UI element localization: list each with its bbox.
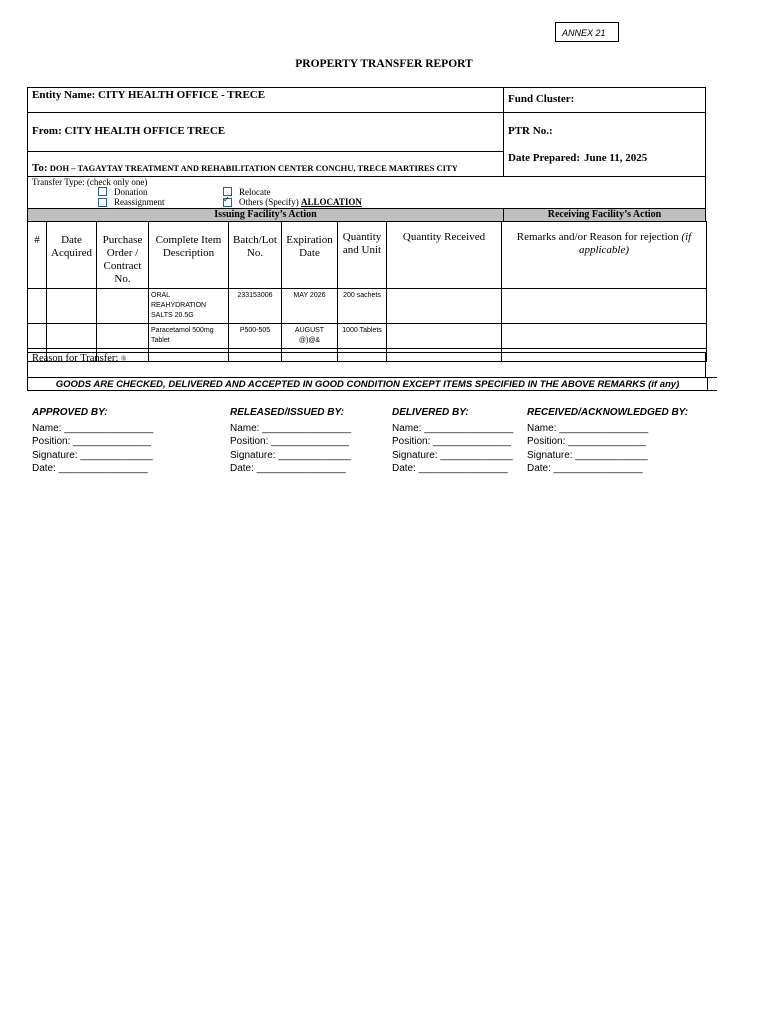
goods-note (27, 377, 717, 391)
approved-name-field[interactable]: Name: ________________ (32, 422, 154, 434)
from-value: CITY HEALTH OFFICE TRECE (64, 125, 226, 137)
row-qty: 1000 Tablets (338, 324, 387, 349)
row-qty: 200 sachets (338, 289, 387, 324)
col-qty-received: Quantity Received (387, 222, 502, 289)
items-table (27, 221, 707, 362)
transfer-option-group-2 (223, 187, 362, 208)
others-value: ALLOCATION (300, 197, 362, 208)
reason-cell (27, 352, 706, 378)
delivered-date-field[interactable]: Date: ________________ (392, 463, 508, 474)
row-qty-received (387, 289, 502, 324)
col-date-acquired: Date Acquired (47, 222, 97, 289)
reassignment-label: Reassignment (114, 197, 165, 208)
released-date-field[interactable]: Date: ________________ (230, 463, 346, 474)
donation-label: Donation (114, 187, 148, 197)
relocate-label: Relocate (239, 187, 271, 197)
option-donation[interactable] (98, 187, 165, 197)
entity-label: Entity Name: (32, 89, 96, 101)
row-desc: ORAL REAHYDRATION SALTS 20.5G (149, 289, 229, 324)
row-num (28, 324, 47, 349)
transfer-option-group-1 (98, 187, 165, 208)
date-prepared-label: Date Prepared: (508, 152, 580, 164)
col-description: Complete Item Description (149, 222, 229, 289)
row-remarks (502, 324, 707, 349)
col-num: # (28, 222, 47, 289)
row-qty-received (387, 324, 502, 349)
col-expiry: Expiration Date (282, 222, 338, 289)
fund-cluster-cell (503, 87, 706, 113)
receiving-section-header (503, 208, 706, 222)
to-cell (27, 151, 504, 177)
received-position-field[interactable]: Position: ______________ (527, 436, 646, 447)
from-cell (27, 112, 504, 152)
approved-by-block (32, 406, 153, 476)
released-by-block (230, 406, 351, 476)
reassignment-checkbox[interactable] (98, 198, 107, 207)
remarks-label: Remarks and/or Reason for rejection (516, 231, 679, 243)
ptr-no-label: PTR No.: (508, 125, 553, 137)
approved-by-heading: APPROVED BY: (32, 407, 108, 418)
row-batch: 233153006 (229, 289, 282, 324)
released-position-field[interactable]: Position: ______________ (230, 436, 349, 447)
row-remarks (502, 289, 707, 324)
row-num (28, 289, 47, 324)
received-by-block (527, 406, 688, 476)
received-signature-field[interactable]: Signature: _____________ (527, 449, 648, 461)
row-desc: Paracetamol 500mg Tablet (149, 324, 229, 349)
reason-label: Reason for Transfer: (32, 353, 119, 364)
released-signature-field[interactable]: Signature: _____________ (230, 449, 351, 461)
fund-cluster-label: Fund Cluster: (508, 93, 575, 105)
row-date (47, 324, 97, 349)
delivered-by-block (392, 406, 513, 476)
col-qty-unit: Quantity and Unit (338, 222, 387, 289)
table-row (28, 324, 707, 349)
issuing-section-label: Issuing Facility’s Action (214, 209, 317, 220)
row-expiry: MAY 2026 (282, 289, 338, 324)
col-remarks (502, 222, 707, 289)
approved-position-field[interactable]: Position: ______________ (32, 436, 151, 447)
row-expiry: AUGUST @)@& (282, 324, 338, 349)
date-prepared-value: June 11, 2025 (584, 152, 648, 164)
receiving-section-label: Receiving Facility’s Action (547, 209, 662, 220)
others-label: Others (Specify) (239, 197, 299, 208)
entity-cell (27, 87, 504, 113)
table-row (28, 289, 707, 324)
issuing-section-header (27, 208, 504, 222)
remarks-note: (if applicable) (578, 231, 692, 256)
row-po (97, 324, 149, 349)
row-date (47, 289, 97, 324)
released-by-heading: RELEASED/ISSUED BY: (230, 407, 344, 418)
received-by-heading: RECEIVED/ACKNOWLEDGED BY: (527, 407, 689, 418)
row-batch: P500-505 (229, 324, 282, 349)
entity-value: CITY HEALTH OFFICE - TRECE (98, 89, 266, 101)
delivered-name-field[interactable]: Name: ________________ (392, 422, 514, 434)
delivered-position-field[interactable]: Position: ______________ (392, 436, 511, 447)
ptr-cell (503, 112, 706, 177)
row-po (97, 289, 149, 324)
col-batch: Batch/Lot No. (229, 222, 282, 289)
reason-value: ® (120, 355, 127, 363)
to-value: DOH – TAGAYTAY TREATMENT AND REHABILITATION CENTER CONCHU, TRECE MARTIRES CITY (49, 163, 458, 173)
received-date-field[interactable]: Date: ________________ (527, 463, 643, 474)
table-header-row (28, 222, 707, 289)
approved-signature-field[interactable]: Signature: _____________ (32, 449, 153, 461)
received-name-field[interactable]: Name: ________________ (527, 422, 649, 434)
from-label: From: (32, 125, 62, 137)
transfer-type-cell (27, 176, 706, 209)
option-others[interactable] (223, 197, 362, 207)
page-title: PROPERTY TRANSFER REPORT (295, 58, 473, 70)
delivered-signature-field[interactable]: Signature: _____________ (392, 449, 513, 461)
annex-label: ANNEX 21 (555, 22, 619, 42)
goods-note-text: GOODS ARE CHECKED, DELIVERED AND ACCEPTED IN GOOD CONDITION EXCEPT ITEMS SPECIFIED IN THE ABOVE REMARKS (if any) (28, 378, 708, 391)
option-relocate[interactable] (223, 187, 362, 197)
donation-checkbox[interactable] (98, 187, 107, 196)
col-purchase-order: Purchase Order / Contract No. (97, 222, 149, 289)
released-name-field[interactable]: Name: ________________ (230, 422, 352, 434)
delivered-by-heading: DELIVERED BY: (392, 407, 469, 418)
others-checkbox[interactable] (223, 198, 232, 207)
option-reassignment[interactable] (98, 197, 165, 207)
to-label: To: (32, 162, 48, 174)
approved-date-field[interactable]: Date: ________________ (32, 463, 148, 474)
transfer-type-label: Transfer Type: (check only one) (32, 177, 148, 187)
